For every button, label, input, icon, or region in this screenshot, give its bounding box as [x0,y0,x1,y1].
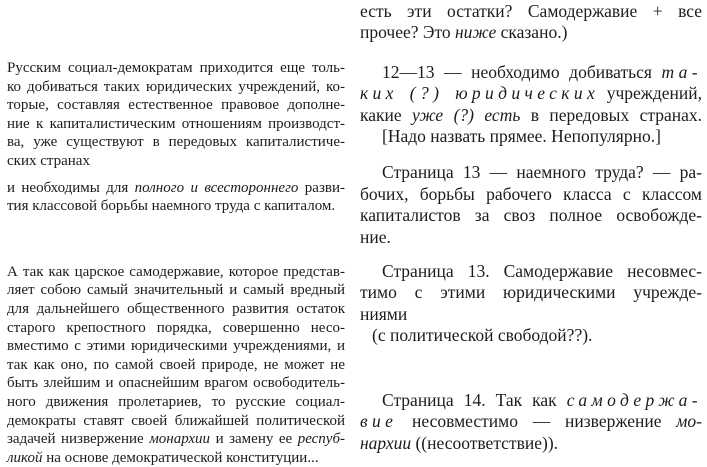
text-segment: и замену ее [210,431,298,448]
text-segment: старого крепостного порядка, совершенно несо- [7,319,345,336]
text-segment: ских странах [7,152,90,169]
text-segment: Страница 14. Так как [382,389,567,410]
text-segment: несовместимо — низвержение [397,411,677,432]
paragraph [360,390,702,454]
text-segment: самодержа- [566,389,702,410]
text-segment: есть эти остатки? Самодержавие + все [360,1,702,21]
text-line [360,105,702,126]
text-line [7,59,345,78]
text-segment: для дальнейшего общественного развития остаток [7,300,345,317]
text-line [360,1,702,22]
text-segment: тимо с этими юридическими учрежде- [360,282,702,303]
text-line [7,393,345,412]
text-segment: полного и всестороннего [134,179,299,196]
text-line [7,319,345,338]
text-segment: ликой [7,449,43,466]
text-segment: ние. [360,226,391,247]
text-segment: Русским социал-демократам приходится еще толь- [7,60,345,76]
text-line [360,282,702,303]
text-segment: ного движения пролетариев, то русские социал- [7,393,345,410]
text-line [360,205,702,226]
text-line [7,263,345,282]
text-line [360,126,702,147]
text-line [7,374,345,393]
text-segment: ((несоответствие)). [411,432,559,453]
text-segment: какие [360,104,413,125]
text-line [360,390,702,411]
text-line [7,412,345,431]
text-line [7,152,345,171]
text-segment: Страница 13 — наемного труда? — ра- [382,162,702,183]
text-segment: ниями [360,303,408,324]
paragraph [360,261,702,347]
text-segment: прочее? Это [360,22,455,43]
paragraph [7,263,345,467]
text-line [360,304,702,325]
text-segment: уже (?) есть [412,104,521,125]
text-line [360,227,702,248]
text-segment: мо- [676,411,702,432]
text-segment: Страница 13. Самодержавие несовмес- [382,261,702,282]
text-line [7,337,345,356]
text-segment: [Надо назвать прямее. Непопулярно.] [382,126,661,147]
text-segment: А так как царское самодержавие, которое представ- [7,263,345,280]
text-line [360,22,702,43]
paragraph [7,179,345,216]
text-line [360,184,702,205]
text-segment: вие [360,411,398,432]
text-segment: сказано.) [496,22,568,43]
text-line [360,411,702,432]
text-line [7,78,345,97]
text-line [7,449,345,467]
text-line [360,261,702,282]
text-segment: (с политической свободой??). [372,325,593,346]
right-column [360,0,702,454]
text-segment: монархии [149,431,211,448]
paragraph [360,162,702,248]
text-segment: капиталистов за своз полное освобожде- [360,205,702,226]
text-line [360,162,702,183]
text-segment: разви- [298,179,345,196]
text-segment: и необходимы для [7,179,135,196]
text-segment: так как оно, по самой своей природе, не может не [7,356,345,373]
text-line [7,197,345,216]
text-line [360,325,702,346]
text-line [7,115,345,134]
text-segment: бочих, борьбы рабочего класса с классом [360,183,702,204]
text-segment: респуб- [297,431,346,448]
text-line [7,179,345,198]
text-segment: ляет собою самый значительный и самый вредный [7,282,345,299]
text-segment: учреждений, [599,83,702,104]
paragraph [7,59,345,171]
text-segment: 12—13 — необходимо добиваться [382,61,662,82]
text-segment: ких (?) юридических [360,83,600,104]
text-line [360,62,702,83]
text-line [7,300,345,319]
text-segment: в передовых странах. [520,104,702,125]
text-line [360,433,702,454]
text-segment: торые, составляя естественное правовое дополне- [7,97,345,114]
paragraph [360,62,702,148]
text-line [7,430,345,449]
text-segment: ко добиваться таких юридических учреждений, ко- [7,78,345,95]
text-segment: ва, уже существуют в передовых капиталистиче- [7,134,345,151]
text-segment: быть злейшим и опаснейшим врагом освободитель- [7,375,345,392]
text-line [7,96,345,115]
text-segment: ниже [455,22,497,43]
text-segment: вместимо с этими юридическими учреждениями, и [7,338,345,355]
text-line [7,133,345,152]
text-line [7,281,345,300]
text-line [360,83,702,104]
text-segment: демократы ставят своей ближайшей политической [7,412,345,429]
text-segment: нархии [360,432,412,453]
text-segment: ние к капиталистическим отношениям производст- [7,115,345,132]
left-column [7,0,345,467]
paragraph [360,1,702,44]
text-segment: на основе демократической конституции... [42,449,319,466]
text-segment: задачей низвержение [7,431,150,448]
text-line [7,356,345,375]
text-segment: тия классовой борьбы наемного труда с капиталом. [7,198,336,215]
text-segment: та- [661,61,702,82]
